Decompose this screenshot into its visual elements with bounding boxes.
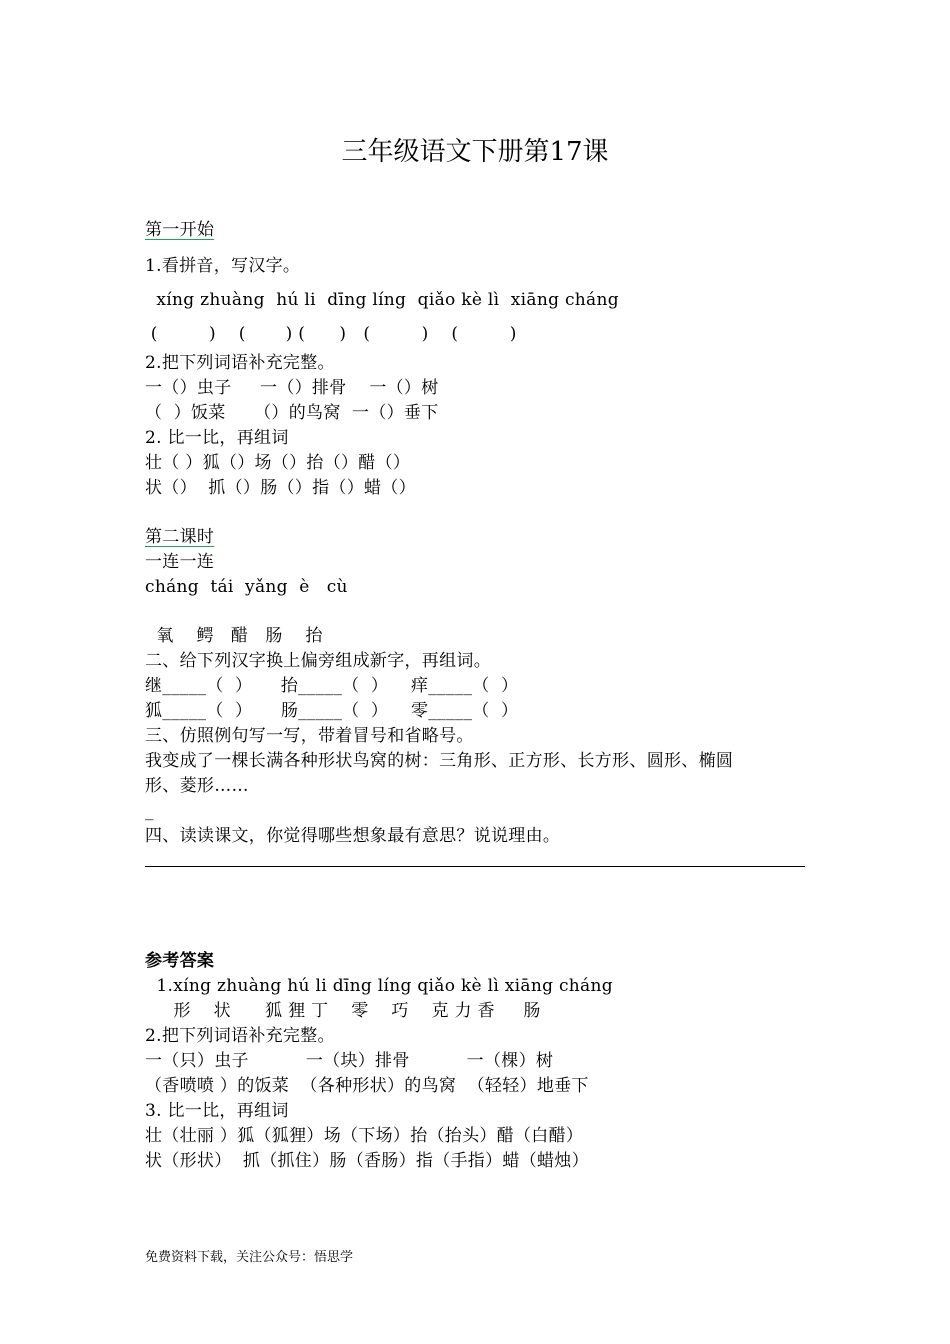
lesson2-answer-blank: _ [145, 801, 154, 821]
lesson1-question-1: 1.看拼音，写汉字。 [145, 256, 301, 276]
lesson1-question-3: 2. 比一比，再组词 [145, 428, 289, 448]
lesson1-blank-line: ( ) ( ) ( ) ( ) ( ) [145, 324, 517, 344]
answers-pinyin-line: 1.xíng zhuàng hú li dīng líng qiǎo kè lì xiāng cháng [145, 976, 613, 996]
lesson2-example-line-2: 形、菱形…… [145, 776, 249, 796]
lesson2-question-2-row-2: 狐_____（ ） 肠_____（ ） 零_____（ ） [145, 701, 519, 721]
footer-note: 免费资料下载，关注公众号：悟思学 [145, 1250, 354, 1265]
answer-rule-line [145, 866, 805, 867]
lesson2-chars-line: 氧 鳄 醋 肠 抬 [145, 626, 323, 646]
answers-question-3-row-2: 状（形状） 抓（抓住）肠（香肠）指（手指）蜡（蜡烛） [145, 1151, 589, 1171]
answers-question-3-row-1: 壮（壮丽 ）狐（狐狸）场（下场）抬（抬头）醋（白醋） [145, 1126, 584, 1146]
lesson2-question-4: 四、读读课文，你觉得哪些想象最有意思？说说理由。 [145, 826, 561, 846]
lesson1-question-3-row-2: 状（） 抓（）肠（）指（）蜡（） [145, 478, 416, 498]
lesson1-heading: 第一开始 [145, 220, 215, 240]
answers-question-3: 3. 比一比，再组词 [145, 1101, 289, 1121]
lesson1-question-2-row-2: （ ）饭菜 （）的鸟窝 一（）垂下 [145, 403, 439, 423]
answers-question-2-row-1: 一（只）虫子 一（块）排骨 一（棵）树 [145, 1051, 554, 1071]
lesson2-heading: 第二课时 [145, 527, 215, 547]
page-title: 三年级语文下册第17课 [341, 137, 609, 167]
lesson2-question-2: 二、给下列汉字换上偏旁组成新字，再组词。 [145, 651, 491, 671]
lesson2-pinyin-line: cháng tái yǎng è cù [145, 577, 348, 597]
lesson1-question-3-row-1: 壮（ ）狐（）场（）抬（）醋（） [145, 453, 411, 473]
lesson2-question-2-row-1: 继_____（ ） 抬_____（ ） 痒_____（ ） [145, 676, 519, 696]
lesson1-pinyin-line: xíng zhuàng hú li dīng líng qiǎo kè lì xiāng cháng [145, 290, 619, 310]
lesson2-connect-title: 一连一连 [145, 552, 215, 572]
answers-chars-line: 形 状 狐 狸 丁 零 巧 克 力 香 肠 [145, 1001, 541, 1021]
lesson2-example-line-1: 我变成了一棵长满各种形状鸟窝的树：三角形、正方形、长方形、圆形、椭圆 [145, 751, 734, 771]
answers-heading: 参考答案 [145, 951, 215, 971]
answers-question-2: 2.把下列词语补充完整。 [145, 1026, 335, 1046]
lesson1-question-2: 2.把下列词语补充完整。 [145, 353, 335, 373]
lesson1-question-2-row-1: 一（）虫子 一（）排骨 一（）树 [145, 378, 439, 398]
lesson2-question-3: 三、仿照例句写一写，带着冒号和省略号。 [145, 726, 474, 746]
answers-question-2-row-2: （香喷喷 ）的饭菜 （各种形状）的鸟窝 （轻轻）地垂下 [145, 1076, 589, 1096]
